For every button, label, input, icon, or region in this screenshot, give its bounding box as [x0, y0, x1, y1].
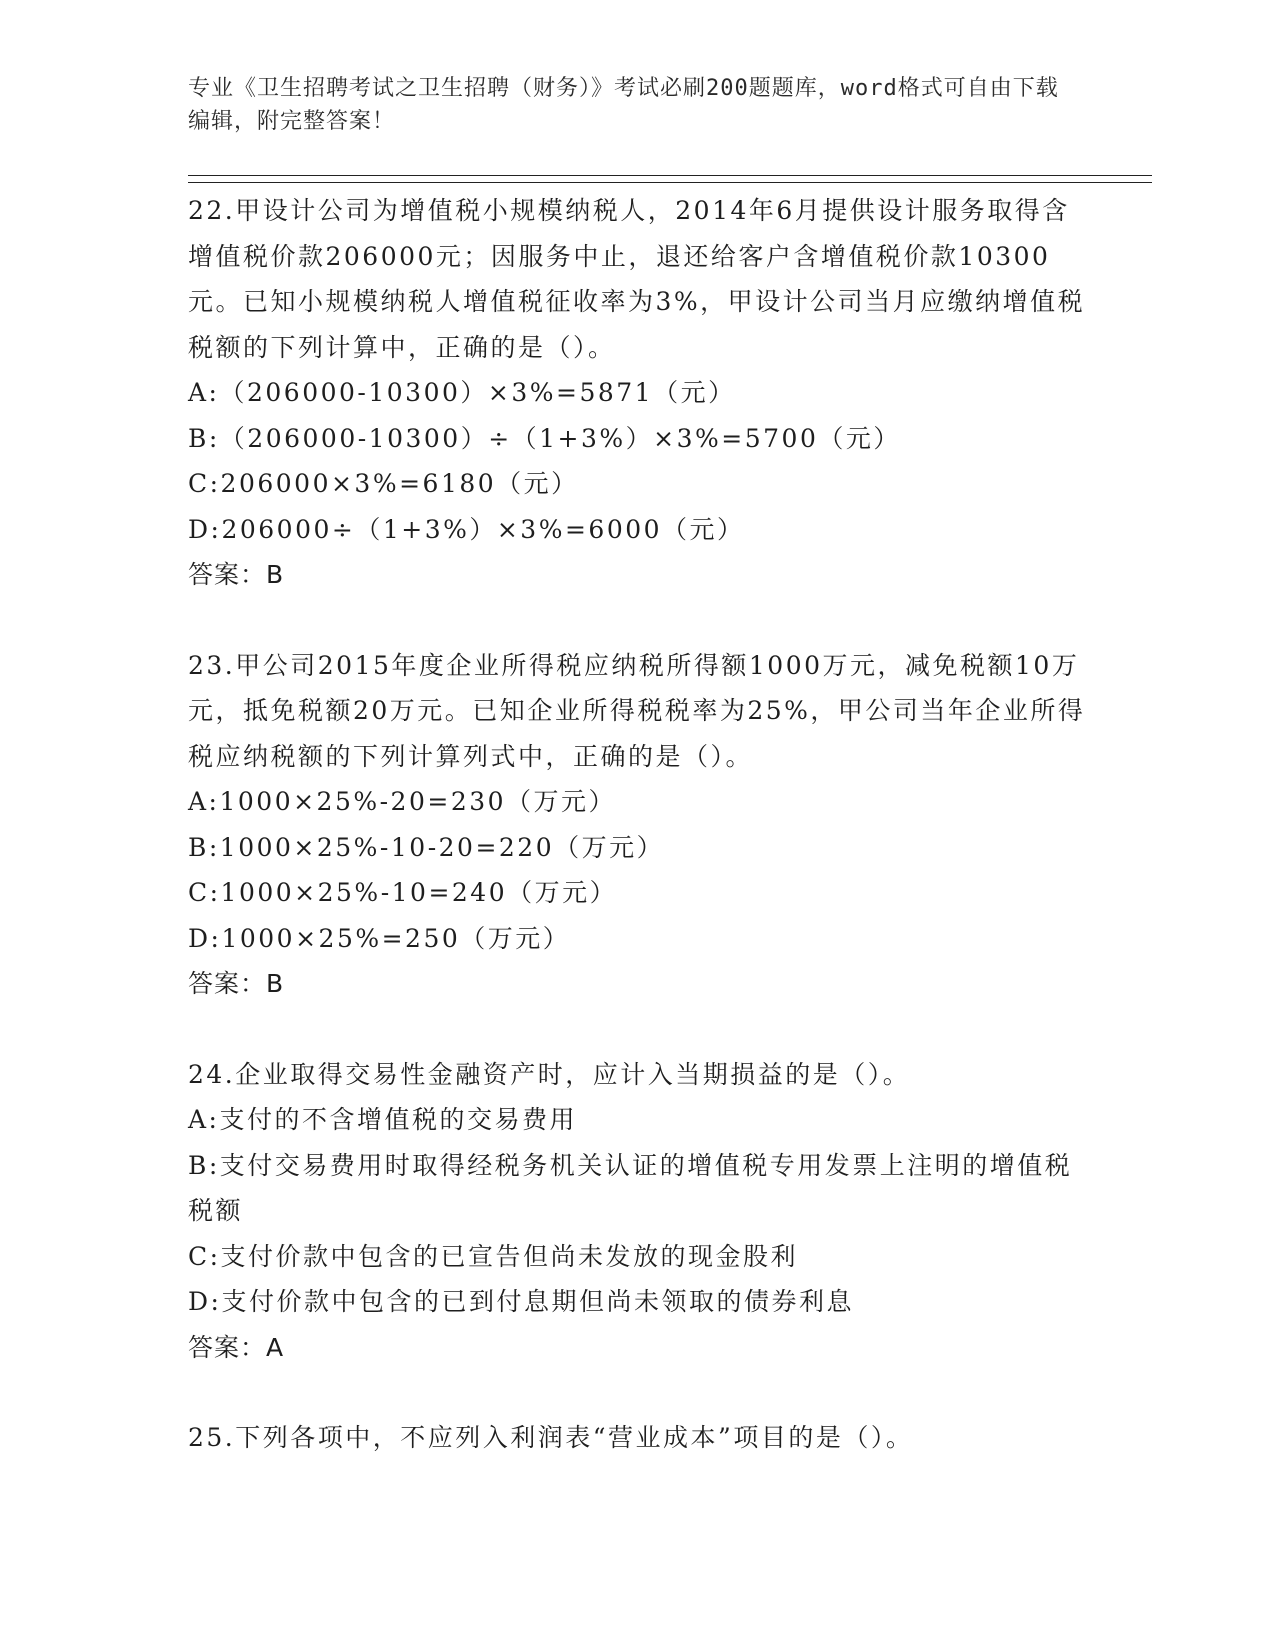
option-a: A:支付的不含增值税的交易费用: [188, 1105, 577, 1134]
option-c: C:支付价款中包含的已宣告但尚未发放的现金股利: [188, 1241, 799, 1271]
question-stem: 24.企业取得交易性金融资产时，应计入当期损益的是（）。: [188, 1059, 911, 1089]
spacer: [188, 1007, 1088, 1052]
question-stem: 22.甲设计公司为增值税小规模纳税人，2014年6月提供设计服务取得含增值税价款206000元；因服务中止，退还给客户含增值税价款10300元。已知小规模纳税人增值税征收率为3%，甲设计公司当月应缴纳增值税税额的下列计算中，正确的是（）。: [188, 196, 1086, 362]
question-24: [188, 1052, 1088, 1371]
question-25: [188, 1415, 1088, 1461]
answer: 答案：B: [188, 969, 285, 998]
question-22: [188, 188, 1088, 598]
spacer: [188, 598, 1088, 643]
option-d: D:支付价款中包含的已到付息期但尚未领取的债券利息: [188, 1287, 854, 1316]
header-rule-top: [188, 175, 1152, 176]
question-list: [188, 188, 1088, 1461]
header-rule-bottom: [188, 182, 1152, 183]
answer: 答案：A: [188, 1332, 285, 1362]
option-a: A:（206000-10300）×3%=5871（元）: [188, 378, 736, 407]
option-d: D:206000÷（1+3%）×3%=6000（元）: [188, 514, 745, 544]
answer: 答案：B: [188, 560, 285, 589]
option-c: C:1000×25%-10=240（万元）: [188, 878, 618, 907]
option-a: A:1000×25%-20=230（万元）: [188, 787, 617, 816]
option-b: B:支付交易费用时取得经税务机关认证的增值税专用发票上注明的增值税税额: [188, 1150, 1073, 1225]
question-stem: 25.下列各项中，不应列入利润表“营业成本”项目的是（）。: [188, 1423, 914, 1452]
option-b: B:1000×25%-10-20=220（万元）: [188, 832, 665, 862]
question-stem: 23.甲公司2015年度企业所得税应纳税所得额1000万元，减免税额10万元，抵免税额20万元。已知企业所得税税率为25%，甲公司当年企业所得税应纳税额的下列计算列式中，正确的是（）。: [188, 650, 1086, 771]
document-header: 专业《卫生招聘考试之卫生招聘（财务）》考试必刷200题题库，word格式可自由下载编辑，附完整答案！: [188, 76, 1059, 134]
option-c: C:206000×3%=6180（元）: [188, 469, 579, 498]
spacer: [188, 1370, 1088, 1415]
option-d: D:1000×25%=250（万元）: [188, 923, 571, 953]
option-b: B:（206000-10300）÷（1+3%）×3%=5700（元）: [188, 423, 901, 453]
question-23: [188, 643, 1088, 1007]
